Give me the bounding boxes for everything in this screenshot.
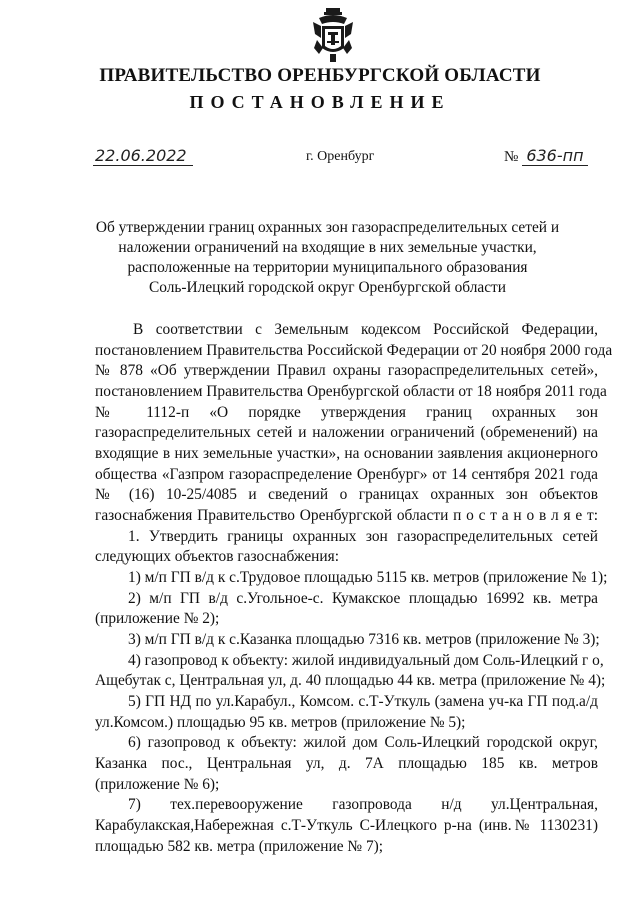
organization-name: ПРАВИТЕЛЬСТВО ОРЕНБУРГСКОЙ ОБЛАСТИ xyxy=(99,65,541,86)
document-type: ПОСТАНОВЛЕНИЕ xyxy=(189,92,451,112)
body-line: № 1112-п «О порядке утверждения границ охранных зон xyxy=(95,404,598,421)
title-line: Об утверждении границ охранных зон газораспределительных сетей и xyxy=(95,219,560,236)
body-line: 5) ГП НД по ул.Карабул., Комсом. с.Т-Уткуль (замена уч-ка ГП под.а/д xyxy=(128,693,598,710)
body-line: следующих объектов газоснабжения: xyxy=(95,548,339,565)
title-line: наложении ограничений на входящие в них земельные участки, xyxy=(118,239,537,256)
coat-of-arms-icon xyxy=(311,8,355,62)
body-line: газораспределительных сетей и наложении ограничений (обременений) на xyxy=(95,424,598,441)
body-line: 7) тех.перевооружение газопровода н/д ул.Центральная, xyxy=(128,796,598,813)
body-line: постановлением Правительства Оренбургской области от 18 ноября 2011 года xyxy=(95,383,607,400)
document-date: 22.06.2022 xyxy=(93,146,193,166)
body-line: В соответствии с Земельным кодексом Российской Федерации, xyxy=(133,321,598,338)
body-line: газоснабжения Правительство Оренбургской области п о с т а н о в л я е т: xyxy=(95,507,598,524)
body-line: 1. Утвердить границы охранных зон газораспределительных сетей xyxy=(128,528,598,545)
body-line: 6) газопровод к объекту: жилой дом Соль-Илецкий городской округ, xyxy=(128,734,598,751)
body-line: № (16) 10-25/4085 и сведений о границах охранных зон объектов xyxy=(95,486,598,503)
document-number xyxy=(504,146,588,166)
body-line: 2) м/п ГП в/д с.Угольное-с. Кумакское площадью 16992 кв. метра xyxy=(128,590,598,607)
body-line: Карабулакская,Набережная с.Т-Уткуль С-Илецкого р-на (инв.№ 1130231) xyxy=(95,817,598,834)
document-city: г. Оренбург xyxy=(306,149,375,164)
title-line: расположенные на территории муниципального образования xyxy=(127,259,528,276)
body-line: ул.Комсом.) площадью 95 кв. метров (приложение № 5); xyxy=(95,714,466,731)
body-line: Ащебутак с, Центральная ул, д. 40 площадью 44 кв. метра (приложение № 4); xyxy=(95,672,606,689)
body-line: Казанка пос., Центральная ул, д. 7А площадью 185 кв. метров xyxy=(95,755,598,772)
body-line: № 878 «Об утверждении Правил охраны газораспределительных сетей», xyxy=(95,362,598,379)
body-line: входящие в них земельные участки», на основании заявления акционерного xyxy=(95,445,598,462)
title-line: Соль-Илецкий городской округ Оренбургской области xyxy=(148,279,507,296)
body-line: (приложение № 6); xyxy=(95,776,220,793)
body-line: постановлением Правительства Российской Федерации от 20 ноября 2000 года xyxy=(95,342,613,359)
body-line: 4) газопровод к объекту: жилой индивидуальный дом Соль-Илецкий г о, xyxy=(128,652,604,669)
body-line: общества «Газпром газораспределение Оренбург» от 14 сентября 2021 года xyxy=(95,466,598,483)
number-value: 636-пп xyxy=(522,146,587,166)
body-line: 3) м/п ГП в/д к с.Казанка площадью 7316 кв. метров (приложение № 3); xyxy=(128,631,600,648)
number-label: № xyxy=(504,149,519,165)
body-line: 1) м/п ГП в/д к с.Трудовое площадью 5115 кв. метров (приложение № 1); xyxy=(128,569,608,586)
body-line: площадью 582 кв. метра (приложение № 7); xyxy=(95,838,384,855)
body-line: (приложение № 2); xyxy=(95,610,220,627)
